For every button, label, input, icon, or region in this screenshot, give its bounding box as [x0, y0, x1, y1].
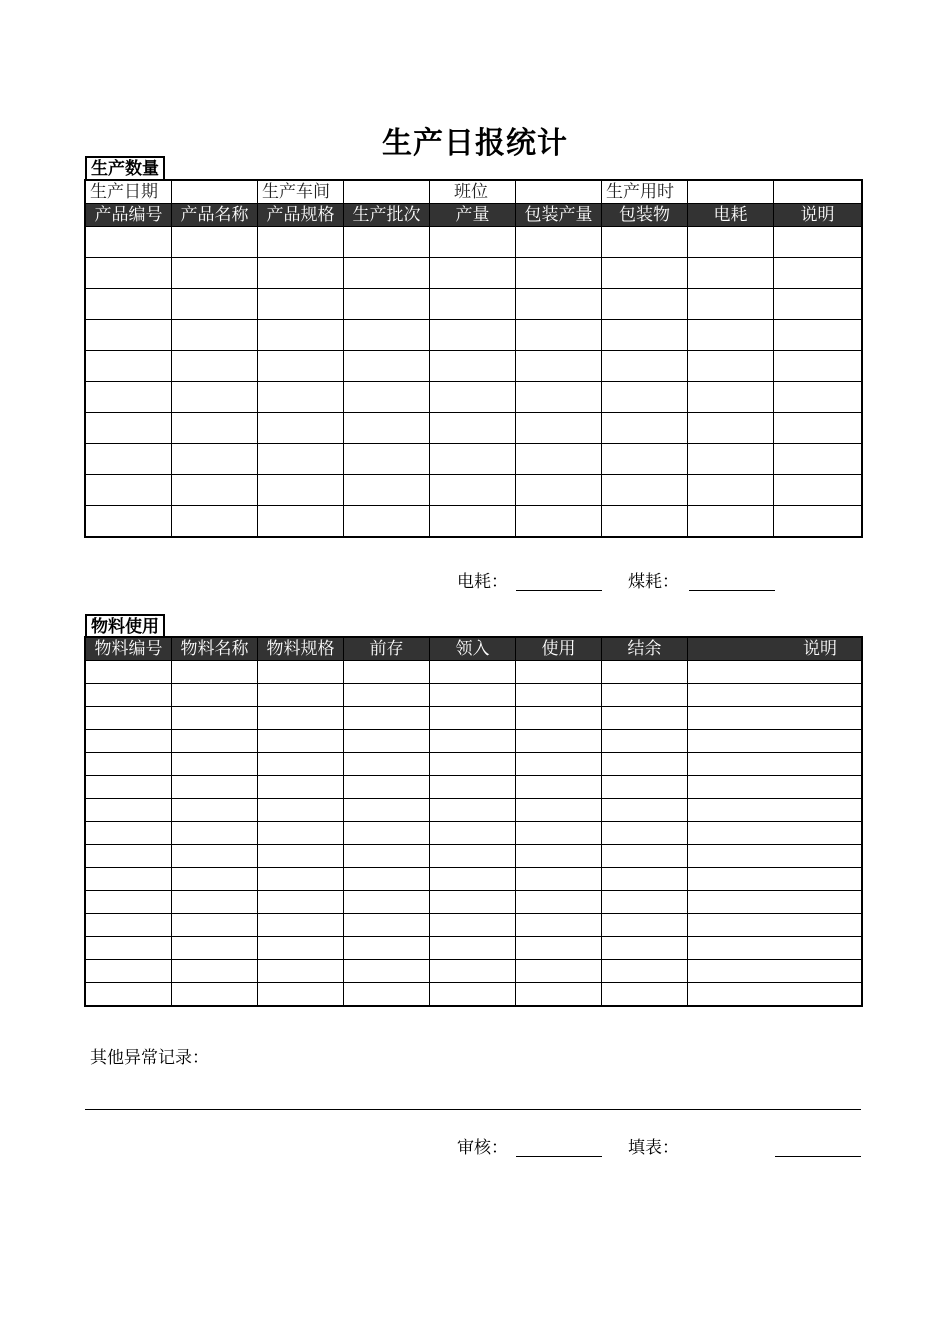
materials-table-cell[interactable] [86, 891, 172, 914]
production-table-cell[interactable] [258, 320, 344, 351]
production-table-cell[interactable] [774, 444, 862, 475]
materials-table-cell[interactable] [172, 753, 258, 776]
materials-table-cell[interactable] [86, 960, 172, 983]
materials-table-cell[interactable] [258, 730, 344, 753]
materials-table-cell[interactable] [86, 707, 172, 730]
production-table-cell[interactable] [258, 444, 344, 475]
materials-table-row [86, 868, 862, 891]
production-table-cell[interactable] [430, 320, 516, 351]
review-input[interactable] [516, 1156, 602, 1157]
production-table-cell[interactable] [430, 351, 516, 382]
materials-table-cell[interactable] [516, 730, 602, 753]
materials-table-cell[interactable] [258, 983, 344, 1006]
production-table-cell[interactable] [516, 320, 602, 351]
materials-table-cell[interactable] [172, 914, 258, 937]
electricity-input[interactable] [516, 590, 602, 591]
production-table-cell[interactable] [774, 227, 862, 258]
materials-table-cell[interactable] [430, 914, 516, 937]
materials-table-cell[interactable] [516, 891, 602, 914]
production-table-cell[interactable] [602, 320, 688, 351]
materials-table-cell[interactable] [602, 661, 688, 684]
materials-table-cell[interactable] [602, 799, 688, 822]
materials-table-cell[interactable] [86, 868, 172, 891]
materials-table-cell[interactable] [602, 914, 688, 937]
production-table-cell[interactable] [602, 475, 688, 506]
production-date-label: 生产日期 [86, 181, 172, 204]
materials-table-cell[interactable] [344, 868, 430, 891]
page-title: 生产日报统计 [382, 126, 568, 161]
materials-column-header: 使用 [516, 638, 602, 661]
materials-table-cell[interactable] [86, 983, 172, 1006]
materials-table-cell[interactable] [602, 845, 688, 868]
materials-table-cell[interactable] [344, 822, 430, 845]
materials-table-cell[interactable] [430, 799, 516, 822]
materials-table-cell[interactable] [258, 822, 344, 845]
production-table-cell[interactable] [688, 289, 774, 320]
materials-table-cell[interactable] [602, 707, 688, 730]
materials-column-header: 前存 [344, 638, 430, 661]
other-remarks-label: 其他异常记录： [90, 1048, 209, 1068]
production-table-cell[interactable] [516, 382, 602, 413]
materials-table-cell[interactable] [86, 914, 172, 937]
materials-table-row [86, 891, 862, 914]
materials-table-cell[interactable] [430, 983, 516, 1006]
production-table-cell[interactable] [258, 351, 344, 382]
materials-table-row [86, 707, 862, 730]
materials-table-cell[interactable] [688, 753, 862, 776]
materials-table-row [86, 661, 862, 684]
materials-table-cell[interactable] [516, 661, 602, 684]
materials-table-cell[interactable] [430, 661, 516, 684]
materials-table-cell[interactable] [172, 661, 258, 684]
materials-table-cell[interactable] [430, 822, 516, 845]
materials-table-cell[interactable] [344, 983, 430, 1006]
production-column-header: 产量 [430, 204, 516, 227]
production-table-cell[interactable] [602, 289, 688, 320]
materials-table-cell[interactable] [344, 776, 430, 799]
materials-column-header: 领入 [430, 638, 516, 661]
materials-table-cell[interactable] [86, 753, 172, 776]
materials-table-cell[interactable] [516, 983, 602, 1006]
production-table-cell[interactable] [86, 289, 172, 320]
production-table-cell[interactable] [688, 227, 774, 258]
materials-table-cell[interactable] [344, 730, 430, 753]
production-table-cell[interactable] [516, 413, 602, 444]
production-column-header: 产品规格 [258, 204, 344, 227]
materials-table-cell[interactable] [516, 868, 602, 891]
materials-table-cell[interactable] [430, 776, 516, 799]
materials-table-cell[interactable] [430, 845, 516, 868]
production-column-header: 生产批次 [344, 204, 430, 227]
production-table-cell[interactable] [516, 475, 602, 506]
production-table-cell[interactable] [344, 258, 430, 289]
materials-table-cell[interactable] [172, 868, 258, 891]
production-table-cell[interactable] [602, 382, 688, 413]
materials-table-cell[interactable] [688, 776, 862, 799]
production-table-cell[interactable] [258, 227, 344, 258]
production-table-row [86, 320, 862, 351]
production-table-cell[interactable] [344, 506, 430, 537]
production-column-header: 产品名称 [172, 204, 258, 227]
coal-label: 煤耗： [628, 572, 679, 592]
materials-table-cell[interactable] [258, 707, 344, 730]
production-table-cell[interactable] [688, 413, 774, 444]
materials-table-cell[interactable] [688, 891, 862, 914]
production-table-cell[interactable] [344, 413, 430, 444]
materials-table-cell[interactable] [430, 937, 516, 960]
production-column-header: 电耗 [688, 204, 774, 227]
production-table-row [86, 227, 862, 258]
materials-table-cell[interactable] [172, 960, 258, 983]
materials-table-cell[interactable] [602, 684, 688, 707]
materials-table-cell[interactable] [430, 753, 516, 776]
materials-table-cell[interactable] [344, 937, 430, 960]
production-table-cell[interactable] [516, 506, 602, 537]
production-table-row [86, 289, 862, 320]
materials-table-cell[interactable] [430, 684, 516, 707]
materials-table-cell[interactable] [172, 983, 258, 1006]
materials-table-cell[interactable] [516, 845, 602, 868]
production-column-header: 包装产量 [516, 204, 602, 227]
production-info-blank[interactable] [774, 181, 862, 204]
production-table-cell[interactable] [258, 413, 344, 444]
production-table-cell[interactable] [172, 475, 258, 506]
materials-column-header: 物料规格 [258, 638, 344, 661]
materials-table-cell[interactable] [344, 891, 430, 914]
materials-table-cell[interactable] [344, 845, 430, 868]
production-table-cell[interactable] [86, 475, 172, 506]
production-table-cell[interactable] [172, 258, 258, 289]
production-hours-field[interactable] [688, 181, 774, 204]
materials-table-cell[interactable] [86, 684, 172, 707]
production-table-cell[interactable] [86, 506, 172, 537]
materials-table-cell[interactable] [602, 730, 688, 753]
production-table-cell[interactable] [344, 444, 430, 475]
production-table-row [86, 475, 862, 506]
materials-table-cell[interactable] [430, 868, 516, 891]
materials-table-cell[interactable] [86, 776, 172, 799]
materials-table-cell[interactable] [172, 891, 258, 914]
materials-table-row [86, 753, 862, 776]
materials-table-cell[interactable] [602, 753, 688, 776]
shift-label: 班位 [430, 181, 516, 204]
materials-table-row [86, 960, 862, 983]
production-table-cell[interactable] [430, 227, 516, 258]
coal-input[interactable] [689, 590, 775, 591]
production-table-cell[interactable] [688, 444, 774, 475]
materials-table-cell[interactable] [602, 822, 688, 845]
production-table-cell[interactable] [430, 506, 516, 537]
workshop-label: 生产车间 [258, 181, 344, 204]
production-header-row [86, 204, 862, 227]
production-table-cell[interactable] [688, 475, 774, 506]
materials-table-cell[interactable] [688, 868, 862, 891]
production-table-cell[interactable] [774, 258, 862, 289]
materials-table-cell[interactable] [688, 684, 862, 707]
materials-table-cell[interactable] [86, 845, 172, 868]
materials-table-row [86, 776, 862, 799]
production-table-cell[interactable] [172, 506, 258, 537]
materials-table-cell[interactable] [86, 937, 172, 960]
production-info-row [86, 181, 862, 204]
materials-table-cell[interactable] [602, 937, 688, 960]
production-table-cell[interactable] [688, 258, 774, 289]
materials-column-header: 物料名称 [172, 638, 258, 661]
materials-table-cell[interactable] [688, 914, 862, 937]
production-table-cell[interactable] [172, 413, 258, 444]
production-table-cell[interactable] [344, 289, 430, 320]
production-table-cell[interactable] [86, 413, 172, 444]
production-table-cell[interactable] [430, 475, 516, 506]
production-table-cell[interactable] [602, 351, 688, 382]
materials-table-cell[interactable] [172, 684, 258, 707]
production-table-row [86, 258, 862, 289]
production-table-cell[interactable] [774, 413, 862, 444]
materials-table-cell[interactable] [258, 845, 344, 868]
materials-table-cell[interactable] [602, 891, 688, 914]
production-table-cell[interactable] [172, 351, 258, 382]
materials-table-cell[interactable] [258, 661, 344, 684]
production-table-cell[interactable] [516, 258, 602, 289]
materials-table-cell[interactable] [344, 684, 430, 707]
materials-table-cell[interactable] [172, 822, 258, 845]
materials-table-cell[interactable] [602, 868, 688, 891]
materials-table-cell[interactable] [430, 730, 516, 753]
materials-table-cell[interactable] [344, 914, 430, 937]
production-table-cell[interactable] [172, 289, 258, 320]
materials-table-cell[interactable] [602, 776, 688, 799]
materials-table-cell[interactable] [258, 891, 344, 914]
production-table-cell[interactable] [774, 320, 862, 351]
production-table-cell[interactable] [602, 444, 688, 475]
materials-table-cell[interactable] [688, 707, 862, 730]
materials-column-header: 物料编号 [86, 638, 172, 661]
production-table-row [86, 382, 862, 413]
materials-table-cell[interactable] [688, 822, 862, 845]
materials-column-header: 结余 [602, 638, 688, 661]
production-table-row [86, 413, 862, 444]
production-table-cell[interactable] [86, 258, 172, 289]
production-table-cell[interactable] [774, 506, 862, 537]
materials-column-header: 说明 [688, 638, 862, 661]
materials-table-cell[interactable] [516, 707, 602, 730]
materials-table-row [86, 983, 862, 1006]
production-table-cell[interactable] [172, 320, 258, 351]
production-table-cell[interactable] [688, 382, 774, 413]
production-table-cell[interactable] [258, 258, 344, 289]
materials-table-cell[interactable] [172, 730, 258, 753]
materials-table [85, 637, 862, 1006]
materials-table-row [86, 914, 862, 937]
materials-table-cell[interactable] [688, 730, 862, 753]
materials-table-cell[interactable] [688, 983, 862, 1006]
production-table-cell[interactable] [344, 320, 430, 351]
production-table-cell[interactable] [774, 351, 862, 382]
fill-input[interactable] [775, 1156, 861, 1157]
production-hours-label: 生产用时 [602, 181, 688, 204]
production-table-cell[interactable] [688, 320, 774, 351]
production-table-cell[interactable] [86, 351, 172, 382]
materials-table-cell[interactable] [688, 845, 862, 868]
materials-table-cell[interactable] [258, 799, 344, 822]
production-table-row [86, 506, 862, 537]
fill-label: 填表： [628, 1138, 679, 1158]
materials-table-cell[interactable] [602, 983, 688, 1006]
materials-table-row [86, 799, 862, 822]
materials-table-cell[interactable] [258, 960, 344, 983]
production-table-cell[interactable] [86, 444, 172, 475]
materials-table-row [86, 845, 862, 868]
materials-table-cell[interactable] [688, 937, 862, 960]
materials-table-cell[interactable] [430, 707, 516, 730]
production-table-cell[interactable] [602, 506, 688, 537]
materials-table-cell[interactable] [258, 684, 344, 707]
materials-table-cell[interactable] [688, 799, 862, 822]
production-table-cell[interactable] [86, 382, 172, 413]
materials-table-cell[interactable] [258, 937, 344, 960]
review-label: 审核： [457, 1138, 508, 1158]
materials-table-cell[interactable] [86, 661, 172, 684]
production-table-cell[interactable] [430, 413, 516, 444]
electricity-label: 电耗： [457, 572, 508, 592]
materials-table-cell[interactable] [344, 753, 430, 776]
production-table-cell[interactable] [774, 475, 862, 506]
materials-table-cell[interactable] [172, 937, 258, 960]
production-table-cell[interactable] [516, 351, 602, 382]
production-table-cell[interactable] [86, 320, 172, 351]
production-table-cell[interactable] [430, 258, 516, 289]
production-table-cell[interactable] [516, 227, 602, 258]
production-table-cell[interactable] [516, 289, 602, 320]
production-table-cell[interactable] [602, 258, 688, 289]
materials-table-cell[interactable] [430, 960, 516, 983]
materials-table-row [86, 937, 862, 960]
production-table [85, 180, 862, 537]
production-table-cell[interactable] [602, 227, 688, 258]
production-table-cell[interactable] [430, 444, 516, 475]
production-table-cell[interactable] [172, 444, 258, 475]
production-table-cell[interactable] [344, 475, 430, 506]
materials-table-cell[interactable] [344, 707, 430, 730]
production-column-header: 说明 [774, 204, 862, 227]
production-table-cell[interactable] [774, 289, 862, 320]
materials-table-row [86, 684, 862, 707]
footer-row [0, 1133, 950, 1159]
materials-table-cell[interactable] [516, 914, 602, 937]
production-table-row [86, 444, 862, 475]
materials-table-cell[interactable] [516, 822, 602, 845]
production-table-cell[interactable] [172, 382, 258, 413]
production-table-cell[interactable] [172, 227, 258, 258]
materials-table-cell[interactable] [688, 960, 862, 983]
materials-table-cell[interactable] [86, 799, 172, 822]
materials-table-cell[interactable] [688, 661, 862, 684]
remarks-line[interactable] [85, 1109, 861, 1110]
production-table-cell[interactable] [688, 506, 774, 537]
materials-table-cell[interactable] [430, 891, 516, 914]
materials-section-label: 物料使用 [85, 614, 165, 638]
materials-table-cell[interactable] [258, 868, 344, 891]
production-table-cell[interactable] [258, 506, 344, 537]
materials-table-cell[interactable] [172, 707, 258, 730]
materials-table-row [86, 730, 862, 753]
consumption-row [0, 567, 950, 593]
production-table-cell[interactable] [86, 227, 172, 258]
production-table-cell[interactable] [258, 289, 344, 320]
production-table-cell[interactable] [602, 413, 688, 444]
production-table-cell[interactable] [344, 382, 430, 413]
materials-table-cell[interactable] [86, 730, 172, 753]
production-column-header: 产品编号 [86, 204, 172, 227]
materials-table-cell[interactable] [86, 822, 172, 845]
materials-table-cell[interactable] [516, 799, 602, 822]
materials-table-cell[interactable] [516, 776, 602, 799]
workshop-field[interactable] [344, 181, 430, 204]
shift-field[interactable] [516, 181, 602, 204]
production-table-cell[interactable] [258, 382, 344, 413]
production-table-cell[interactable] [430, 289, 516, 320]
materials-table-cell[interactable] [172, 799, 258, 822]
materials-table-cell[interactable] [172, 845, 258, 868]
production-table-cell[interactable] [516, 444, 602, 475]
production-table-cell[interactable] [258, 475, 344, 506]
materials-table-cell[interactable] [516, 937, 602, 960]
materials-table-cell[interactable] [258, 914, 344, 937]
production-table-row [86, 351, 862, 382]
production-table-cell[interactable] [344, 351, 430, 382]
materials-table-cell[interactable] [516, 753, 602, 776]
materials-table-cell[interactable] [516, 684, 602, 707]
materials-table-cell[interactable] [172, 776, 258, 799]
production-table-cell[interactable] [688, 351, 774, 382]
materials-table-cell[interactable] [344, 661, 430, 684]
production-section-label: 生产数量 [85, 156, 165, 180]
materials-table-cell[interactable] [516, 960, 602, 983]
production-column-header: 包装物 [602, 204, 688, 227]
production-table-cell[interactable] [344, 227, 430, 258]
production-table-cell[interactable] [430, 382, 516, 413]
materials-table-cell[interactable] [344, 799, 430, 822]
materials-table-cell[interactable] [344, 960, 430, 983]
materials-header-row [86, 638, 862, 661]
materials-table-cell[interactable] [258, 753, 344, 776]
materials-table-row [86, 822, 862, 845]
materials-table-cell[interactable] [602, 960, 688, 983]
production-table-cell[interactable] [774, 382, 862, 413]
production-date-field[interactable] [172, 181, 258, 204]
materials-table-cell[interactable] [258, 776, 344, 799]
